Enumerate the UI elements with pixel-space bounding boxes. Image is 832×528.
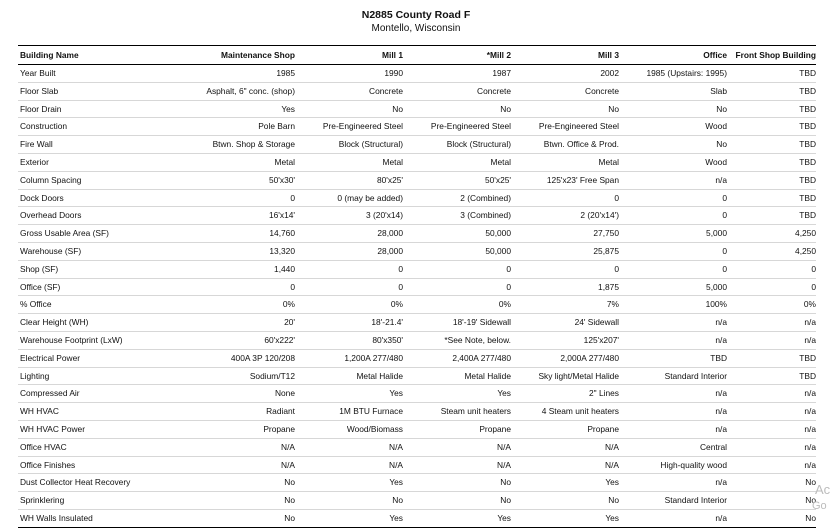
- table-cell: Standard Interior: [664, 370, 727, 381]
- row-label: Exterior: [20, 156, 49, 167]
- table-cell: N/A: [497, 441, 511, 452]
- table-row: [18, 225, 816, 243]
- table-cell: 0: [722, 245, 727, 256]
- table-row: [18, 83, 816, 101]
- table-cell: TBD: [710, 352, 727, 363]
- table-cell: Propane: [587, 423, 619, 434]
- table-cell: 20': [284, 317, 295, 328]
- table-cell: TBD: [799, 103, 816, 114]
- table-cell: n/a: [804, 441, 816, 452]
- table-row: [18, 510, 816, 527]
- document-title: N2885 County Road F: [361, 9, 471, 21]
- table-cell: 4 Steam unit heaters: [541, 406, 619, 417]
- table-row: [18, 332, 816, 350]
- table-cell: 18'-19' Sidewall: [452, 317, 511, 328]
- table-cell: Yes: [389, 477, 403, 488]
- table-cell: No: [284, 495, 295, 506]
- row-label: Warehouse Footprint (LxW): [20, 334, 123, 345]
- table-cell: Block (Structural): [338, 139, 403, 150]
- table-cell: Yes: [497, 388, 511, 399]
- table-cell: 25,875: [593, 245, 619, 256]
- table-cell: n/a: [715, 477, 727, 488]
- table-cell: Metal: [382, 156, 403, 167]
- table-row: [18, 492, 816, 510]
- table-cell: n/a: [715, 423, 727, 434]
- table-cell: n/a: [715, 317, 727, 328]
- row-label: Shop (SF): [20, 263, 59, 274]
- table-row: [18, 368, 816, 386]
- table-cell: 1985 (Upstairs: 1995): [646, 68, 727, 78]
- table-cell: Slab: [710, 85, 727, 96]
- table-cell: 50,000: [485, 228, 511, 239]
- table-row: [18, 190, 816, 208]
- table-cell: 14,760: [269, 228, 295, 239]
- table-cell: n/a: [715, 334, 727, 345]
- table-cell: 1990: [384, 68, 403, 78]
- row-label: % Office: [20, 299, 52, 310]
- column-header: Front Shop Building: [735, 50, 816, 60]
- document-header: [0, 9, 832, 35]
- table-cell: Standard Interior: [664, 495, 727, 506]
- table-cell: n/a: [715, 406, 727, 417]
- table-cell: 0: [398, 281, 403, 292]
- table-cell: 4,250: [795, 228, 816, 239]
- row-label: Gross Usable Area (SF): [20, 228, 109, 239]
- table-cell: 0: [614, 192, 619, 203]
- table-cell: 2 (20'x14'): [580, 210, 619, 221]
- table-row: [18, 350, 816, 368]
- row-label: Floor Slab: [20, 85, 59, 96]
- table-cell: *See Note, below.: [444, 334, 511, 345]
- table-cell: 0: [506, 263, 511, 274]
- table-cell: No: [392, 495, 403, 506]
- column-header: Office: [703, 50, 727, 60]
- table-cell: 0%: [282, 299, 295, 310]
- table-cell: Propane: [263, 423, 295, 434]
- table-cell: 2 (Combined): [460, 192, 511, 203]
- table-cell: N/A: [281, 459, 295, 470]
- table-cell: TBD: [799, 68, 816, 78]
- table-cell: 0: [722, 263, 727, 274]
- table-cell: 100%: [705, 299, 727, 310]
- table-cell: 125'x207': [583, 334, 619, 345]
- table-cell: TBD: [799, 121, 816, 132]
- table-cell: Asphalt, 6" conc. (shop): [206, 85, 295, 96]
- column-header: Maintenance Shop: [221, 50, 295, 60]
- table-cell: 1987: [492, 68, 511, 78]
- row-label: Construction: [20, 121, 68, 132]
- table-cell: No: [608, 495, 619, 506]
- table-cell: High-quality wood: [660, 459, 727, 470]
- table-cell: Concrete: [477, 85, 511, 96]
- row-label: Overhead Doors: [20, 210, 82, 221]
- table-cell: Metal: [490, 156, 511, 167]
- row-label: Clear Height (WH): [20, 317, 89, 328]
- table-row: [18, 207, 816, 225]
- row-label: Sprinklering: [20, 495, 65, 506]
- row-label: WH HVAC Power: [20, 423, 85, 434]
- table-cell: Yes: [497, 512, 511, 523]
- table-cell: Yes: [389, 388, 403, 399]
- table-cell: Metal: [274, 156, 295, 167]
- table-cell: No: [805, 495, 816, 506]
- table-row: [18, 474, 816, 492]
- table-cell: Yes: [605, 477, 619, 488]
- table-row: [18, 296, 816, 314]
- row-label: Floor Drain: [20, 103, 62, 114]
- table-cell: No: [284, 512, 295, 523]
- table-row: [18, 421, 816, 439]
- table-cell: N/A: [605, 459, 619, 470]
- table-cell: n/a: [804, 317, 816, 328]
- table-cell: 0%: [803, 299, 816, 310]
- row-label: WH HVAC: [20, 406, 59, 417]
- table-cell: No: [716, 139, 727, 150]
- table-cell: N/A: [389, 441, 403, 452]
- row-label: Office (SF): [20, 281, 61, 292]
- table-cell: 28,000: [377, 245, 403, 256]
- table-cell: Sky light/Metal Halide: [538, 370, 619, 381]
- table-cell: n/a: [804, 406, 816, 417]
- column-header: Building Name: [20, 50, 79, 60]
- table-cell: 1985: [276, 68, 295, 78]
- table-cell: 80'x25': [376, 174, 403, 185]
- column-header: *Mill 2: [486, 50, 511, 60]
- table-cell: Metal Halide: [464, 370, 511, 381]
- table-cell: Wood: [705, 156, 727, 167]
- table-row: [18, 65, 816, 83]
- table-cell: 16'x14': [268, 210, 295, 221]
- table-cell: N/A: [389, 459, 403, 470]
- table-cell: 0: [614, 263, 619, 274]
- table-cell: Metal: [598, 156, 619, 167]
- table-cell: 2,000A 277/480: [560, 352, 619, 363]
- table-row: [18, 385, 816, 403]
- table-cell: Steam unit heaters: [440, 406, 511, 417]
- table-cell: 0%: [390, 299, 403, 310]
- row-label: Office HVAC: [20, 441, 67, 452]
- table-cell: 0: [506, 281, 511, 292]
- row-label: Dust Collector Heat Recovery: [20, 477, 131, 488]
- watermark-line-1: Ac: [815, 482, 831, 497]
- row-label: Column Spacing: [20, 174, 82, 185]
- table-cell: Pole Barn: [258, 121, 295, 132]
- table-cell: 1,440: [274, 263, 295, 274]
- table-cell: Btwn. Shop & Storage: [212, 139, 295, 150]
- table-cell: n/a: [715, 388, 727, 399]
- column-header: Mill 3: [598, 50, 619, 60]
- row-label: Office Finishes: [20, 459, 76, 470]
- table-cell: 2,400A 277/480: [452, 352, 511, 363]
- table-cell: 24' Sidewall: [574, 317, 619, 328]
- table-cell: n/a: [715, 512, 727, 523]
- table-cell: No: [716, 103, 727, 114]
- table-cell: 1M BTU Furnace: [339, 406, 403, 417]
- table-cell: n/a: [804, 388, 816, 399]
- table-row: [18, 279, 816, 297]
- table-cell: 125'x23' Free Span: [546, 174, 619, 185]
- table-cell: 60'x222': [264, 334, 295, 345]
- table-cell: TBD: [799, 174, 816, 185]
- watermark-line-2: Go: [812, 500, 827, 512]
- table-cell: 0: [398, 263, 403, 274]
- table-header-row: [18, 46, 816, 65]
- table-cell: 50,000: [485, 245, 511, 256]
- row-label: Warehouse (SF): [20, 245, 82, 256]
- table-cell: 3 (20'x14): [366, 210, 403, 221]
- table-cell: 0: [290, 192, 295, 203]
- table-cell: 0 (may be added): [337, 192, 403, 203]
- table-cell: TBD: [799, 156, 816, 167]
- table-cell: 2" Lines: [589, 388, 619, 399]
- table-cell: Yes: [605, 512, 619, 523]
- table-cell: Concrete: [585, 85, 619, 96]
- table-cell: 4,250: [795, 245, 816, 256]
- table-cell: 0: [722, 210, 727, 221]
- table-cell: None: [274, 388, 295, 399]
- table-row: [18, 314, 816, 332]
- row-label: Dock Doors: [20, 192, 64, 203]
- table-cell: 18'-21.4': [371, 317, 403, 328]
- table-cell: TBD: [799, 192, 816, 203]
- table-cell: 50'x25': [484, 174, 511, 185]
- table-cell: Metal Halide: [356, 370, 403, 381]
- table-row: [18, 457, 816, 475]
- document-subtitle: Montello, Wisconsin: [371, 23, 461, 34]
- table-cell: Pre-Engineered Steel: [322, 121, 403, 132]
- table-cell: Wood/Biomass: [346, 423, 403, 434]
- table-row: [18, 261, 816, 279]
- table-cell: 28,000: [377, 228, 403, 239]
- table-cell: Btwn. Office & Prod.: [543, 139, 619, 150]
- table-cell: Concrete: [369, 85, 403, 96]
- row-label: WH Walls Insulated: [20, 512, 93, 523]
- row-label: Fire Wall: [20, 139, 53, 150]
- table-cell: 13,320: [269, 245, 295, 256]
- table-cell: 5,000: [706, 228, 727, 239]
- table-cell: No: [500, 477, 511, 488]
- table-cell: Sodium/T12: [249, 370, 295, 381]
- table-cell: No: [284, 477, 295, 488]
- table-row: [18, 136, 816, 154]
- table-cell: TBD: [799, 370, 816, 381]
- table-cell: Yes: [389, 512, 403, 523]
- table-cell: No: [805, 477, 816, 488]
- row-label: Year Built: [20, 68, 56, 78]
- row-label: Compressed Air: [20, 388, 80, 399]
- table-cell: n/a: [715, 174, 727, 185]
- table-cell: N/A: [281, 441, 295, 452]
- table-cell: No: [392, 103, 403, 114]
- table-cell: TBD: [799, 352, 816, 363]
- table-cell: Yes: [281, 103, 295, 114]
- table-cell: 1,200A 277/480: [344, 352, 403, 363]
- table-cell: 2002: [600, 68, 619, 78]
- table-cell: Central: [700, 441, 727, 452]
- table-row: [18, 118, 816, 136]
- column-header: Mill 1: [382, 50, 403, 60]
- table-row: [18, 403, 816, 421]
- table-cell: Radiant: [266, 406, 295, 417]
- table-cell: n/a: [804, 459, 816, 470]
- table-cell: TBD: [799, 210, 816, 221]
- table-row: [18, 439, 816, 457]
- table-cell: Pre-Engineered Steel: [538, 121, 619, 132]
- table-cell: 50'x30': [268, 174, 295, 185]
- table-cell: n/a: [804, 423, 816, 434]
- table-cell: N/A: [497, 459, 511, 470]
- table-cell: 400A 3P 120/208: [230, 352, 295, 363]
- table-cell: Pre-Engineered Steel: [430, 121, 511, 132]
- table-cell: 5,000: [706, 281, 727, 292]
- table-cell: 0: [290, 281, 295, 292]
- table-cell: 0%: [498, 299, 511, 310]
- table-cell: No: [500, 103, 511, 114]
- table-cell: Block (Structural): [446, 139, 511, 150]
- table-row: [18, 243, 816, 261]
- table-cell: No: [805, 512, 816, 523]
- table-cell: 0: [722, 192, 727, 203]
- table-cell: Wood: [705, 121, 727, 132]
- row-label: Lighting: [20, 370, 50, 381]
- table-cell: 7%: [606, 299, 619, 310]
- table-cell: 27,750: [593, 228, 619, 239]
- table-cell: 1,875: [598, 281, 619, 292]
- property-table: [18, 45, 816, 528]
- table-cell: No: [608, 103, 619, 114]
- table-cell: 0: [811, 263, 816, 274]
- table-cell: n/a: [804, 334, 816, 345]
- table-cell: 0: [811, 281, 816, 292]
- table-cell: TBD: [799, 139, 816, 150]
- table-cell: N/A: [605, 441, 619, 452]
- table-row: [18, 172, 816, 190]
- table-row: [18, 154, 816, 172]
- row-label: Electrical Power: [20, 352, 81, 363]
- table-cell: 80'x350': [372, 334, 403, 345]
- table-cell: Propane: [479, 423, 511, 434]
- table-cell: TBD: [799, 85, 816, 96]
- table-cell: No: [500, 495, 511, 506]
- table-cell: 3 (Combined): [460, 210, 511, 221]
- table-row: [18, 101, 816, 119]
